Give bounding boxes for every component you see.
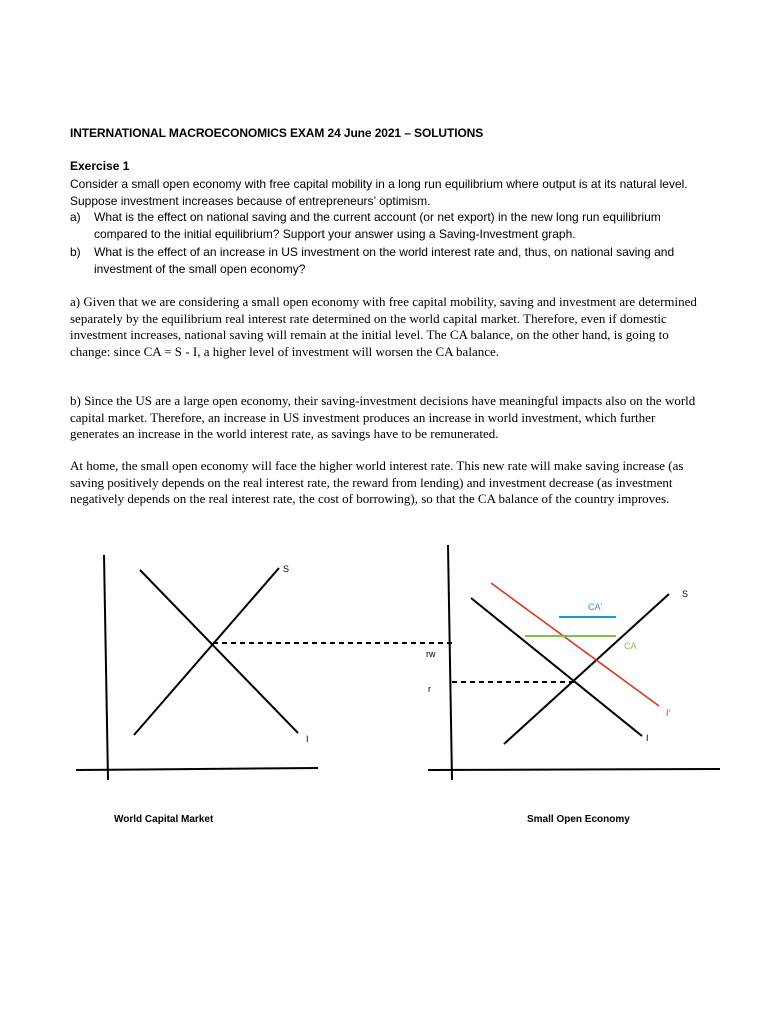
saving-investment-figure: [0, 540, 768, 810]
world-rate-label: rw: [426, 649, 436, 659]
left-saving-line: [134, 568, 279, 735]
page-title: INTERNATIONAL MACROECONOMICS EXAM 24 June 2021 – SOLUTIONS: [70, 126, 484, 140]
left-x-axis: [76, 768, 318, 770]
question-b-letter: b): [70, 245, 81, 259]
left-y-axis: [104, 555, 108, 780]
right-panel: [426, 545, 720, 780]
caption-small-open-economy: Small Open Economy: [527, 814, 630, 825]
caption-world-capital-market: World Capital Market: [114, 814, 214, 825]
right-x-axis: [428, 769, 720, 770]
ca-label: CA: [624, 641, 637, 651]
left-saving-label: S: [283, 564, 290, 574]
right-saving-label: S: [682, 589, 689, 599]
answer-b-text-2: At home, the small open economy will face the higher world interest rate. This new rate will make saving increase (as saving positively depends on the real interest rate, the reward from lending) and investment decrease (as investment negatively depends on the real interest rate, the cost of borrowing), so that the CA balance of the country improves.: [70, 458, 684, 506]
ca-new-label: CA': [588, 602, 603, 612]
left-investment-label: I: [306, 734, 309, 744]
question-b: [70, 244, 690, 278]
answer-b-part2: [70, 458, 700, 508]
question-a-letter: a): [70, 210, 81, 224]
question-b-text: What is the effect of an increase in US investment on the world interest rate and, thus, on national saving and investment of the small open economy?: [94, 245, 675, 276]
left-panel: [76, 555, 452, 780]
answer-b-text-1: b) Since the US are a large open economy, their saving-investment decisions have meaningful impacts also on the world capital market. Therefore, an increase in US investment produces an increase in world investment, which further generates an increase in the world interest rate, as savings have to be remunerated.: [70, 393, 696, 441]
answer-a: [70, 294, 700, 360]
right-investment-line: [471, 598, 642, 736]
question-a-text: What is the effect on national saving and the current account (or net export) in the new long run equilibrium compared to the initial equilibrium? Support your answer using a Saving-Investment graph.: [94, 210, 661, 241]
right-new-investment-label: I': [666, 708, 671, 718]
question-a: [70, 209, 690, 243]
left-investment-line: [140, 570, 298, 733]
exercise-intro: Consider a small open economy with free capital mobility in a long run equilibrium where output is at its natural level. Suppose investment increases because of entrepreneurs’ optimism.: [70, 177, 688, 208]
domestic-rate-label: r: [428, 684, 431, 694]
right-investment-label: I: [646, 733, 649, 743]
answer-a-text: a) Given that we are considering a small open economy with free capital mobility, saving and investment are determined separately by the equilibrium real interest rate determined on the world capital market. Therefore, even if domestic investment increases, national saving will remain at the initial level. The CA balance, on the other hand, is going to change: since CA = S - I, a higher level of investment will worsen the CA balance.: [70, 294, 697, 359]
exercise-heading: Exercise 1: [70, 159, 130, 173]
answer-b-part1: [70, 393, 700, 443]
right-y-axis: [448, 545, 452, 780]
